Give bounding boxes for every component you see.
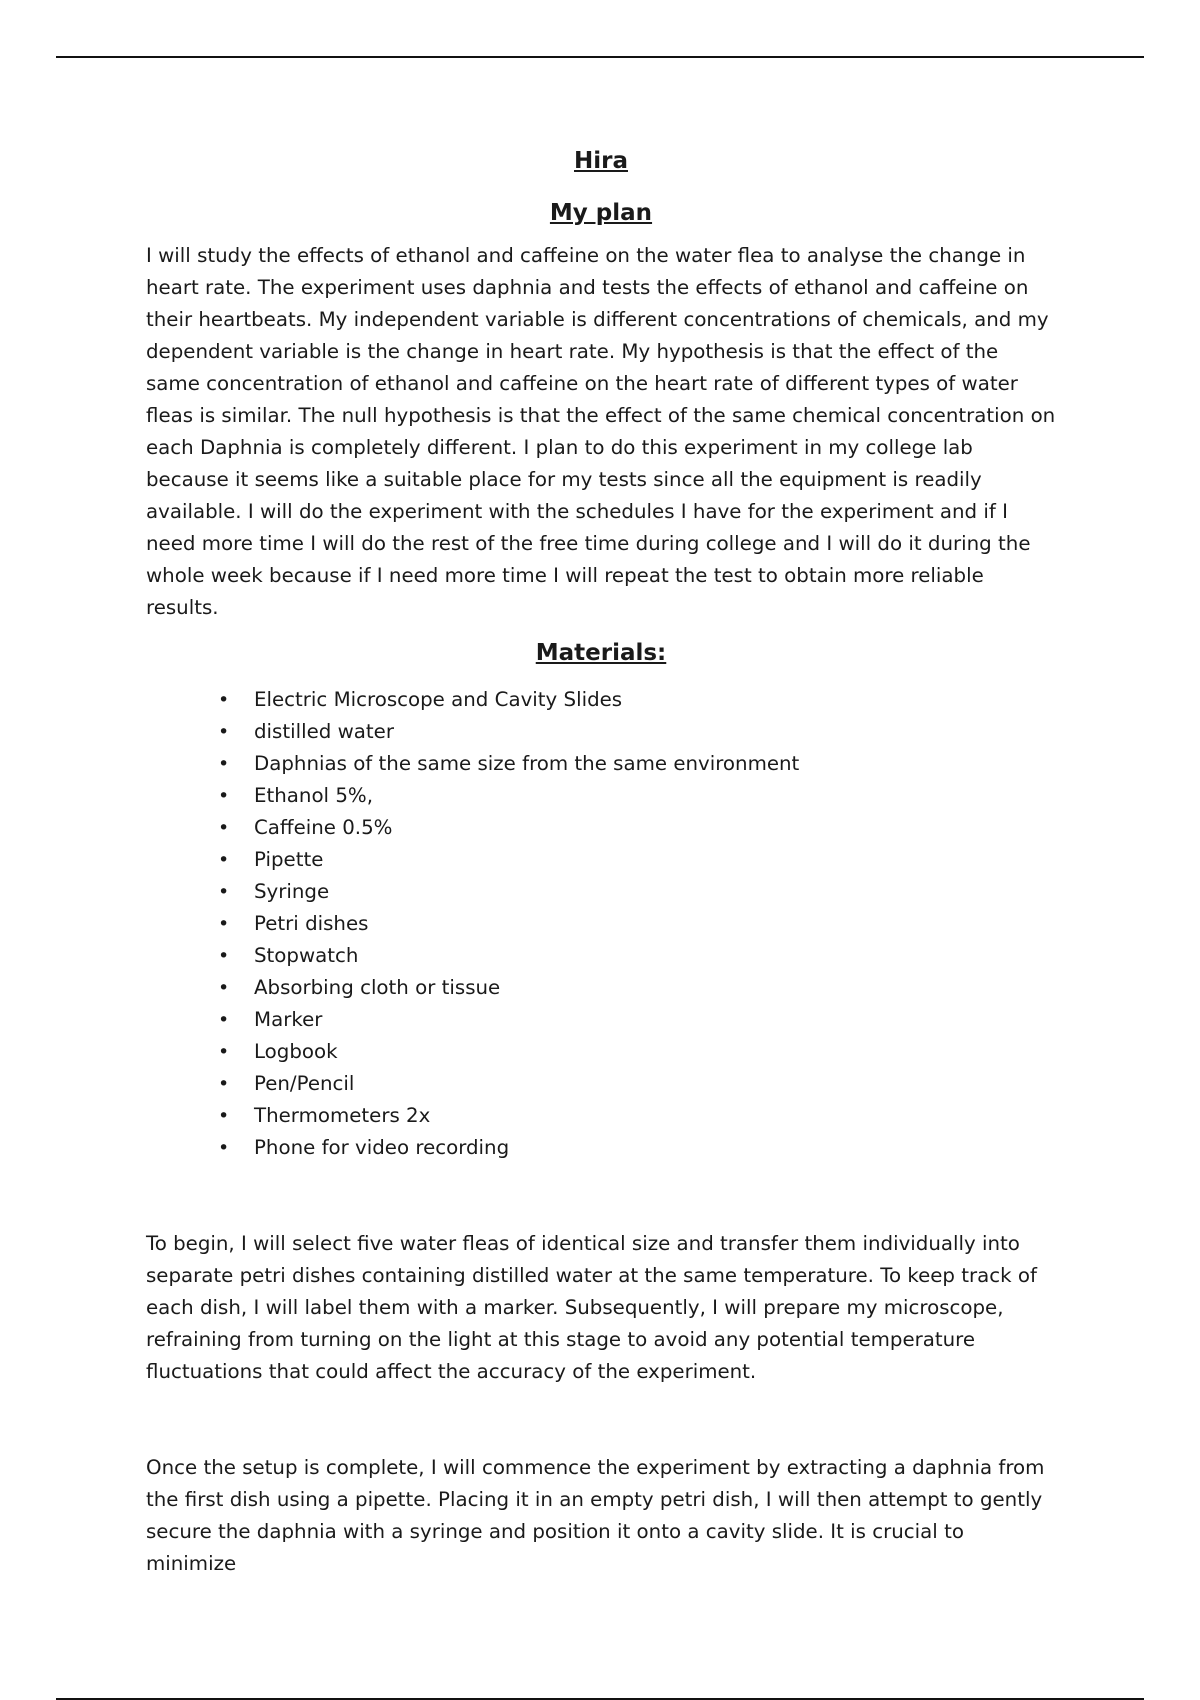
bullet-icon: • xyxy=(218,817,230,839)
bullet-icon: • xyxy=(218,1105,230,1127)
bullet-icon: • xyxy=(218,913,230,935)
list-item xyxy=(218,844,1056,876)
list-item xyxy=(218,940,1056,972)
bullet-icon: • xyxy=(218,977,230,999)
procedure-paragraph-2: Once the setup is complete, I will commence the experiment by extracting a daphnia from the first dish using a pipette. Placing it in an empty petri dish, I will then attempt to gently secure the daphnia with a syringe and position it onto a cavity slide. It is crucial to minimize xyxy=(146,1456,1045,1575)
list-item xyxy=(218,908,1056,940)
bullet-icon: • xyxy=(218,753,230,775)
bullet-icon: • xyxy=(218,785,230,807)
material-label: Phone for video recording xyxy=(254,1136,510,1159)
list-item xyxy=(218,1132,1056,1164)
intro-paragraph: I will study the effects of ethanol and caffeine on the water flea to analyse the change in heart rate. The experiment uses daphnia and tests the effects of ethanol and caffeine on their heartbeats. My independent variable is different concentrations of chemicals, and my dependent variable is the change in heart rate. My hypothesis is that the effect of the same concentration of ethanol and caffeine on the heart rate of different types of water fleas is similar. The null hypothesis is that the effect of the same chemical concentration on each Daphnia is completely different. I plan to do this experiment in my college lab because it seems like a suitable place for my tests since all the equipment is readily available. I will do the experiment with the schedules I have for the experiment and if I need more time I will do the rest of the free time during college and I will do it during the whole week because if I need more time I will repeat the test to obtain more reliable results. xyxy=(146,244,1056,619)
list-item xyxy=(218,1004,1056,1036)
name-heading: Hira xyxy=(574,148,628,174)
material-label: Stopwatch xyxy=(254,944,359,967)
bullet-icon: • xyxy=(218,881,230,903)
materials-list xyxy=(146,684,1056,1164)
material-label: Petri dishes xyxy=(254,912,369,935)
material-label: Logbook xyxy=(254,1040,338,1063)
material-label: Caffeine 0.5% xyxy=(254,816,393,839)
list-item xyxy=(218,716,1056,748)
bullet-icon: • xyxy=(218,849,230,871)
material-label: Pen/Pencil xyxy=(254,1072,355,1095)
bullet-icon: • xyxy=(218,1137,230,1159)
list-item xyxy=(218,780,1056,812)
bullet-icon: • xyxy=(218,1009,230,1031)
material-label: Daphnias of the same size from the same environment xyxy=(254,752,800,775)
materials-heading: Materials: xyxy=(535,640,667,666)
material-label: Marker xyxy=(254,1008,323,1031)
material-label: distilled water xyxy=(254,720,394,743)
document-body xyxy=(146,146,1056,1580)
bullet-icon: • xyxy=(218,689,230,711)
list-item xyxy=(218,684,1056,716)
procedure-paragraph-1: To begin, I will select five water fleas of identical size and transfer them individually into separate petri dishes containing distilled water at the same temperature. To keep track of each dish, I will label them with a marker. Subsequently, I will prepare my microscope, refraining from turning on the light at this stage to avoid any potential temperature fluctuations that could affect the accuracy of the experiment. xyxy=(146,1232,1037,1383)
bullet-icon: • xyxy=(218,1073,230,1095)
list-item xyxy=(218,1068,1056,1100)
list-item xyxy=(218,812,1056,844)
material-label: Pipette xyxy=(254,848,324,871)
page-top-rule xyxy=(56,56,1144,58)
list-item xyxy=(218,748,1056,780)
material-label: Ethanol 5%, xyxy=(254,784,374,807)
material-label: Syringe xyxy=(254,880,330,903)
material-label: Absorbing cloth or tissue xyxy=(254,976,501,999)
spacer xyxy=(146,1164,1056,1228)
plan-heading: My plan xyxy=(549,200,653,226)
list-item xyxy=(218,1100,1056,1132)
list-item xyxy=(218,876,1056,908)
material-label: Electric Microscope and Cavity Slides xyxy=(254,688,623,711)
spacer xyxy=(146,1388,1056,1452)
bullet-icon: • xyxy=(218,721,230,743)
material-label: Thermometers 2x xyxy=(254,1104,431,1127)
bullet-icon: • xyxy=(218,945,230,967)
bullet-icon: • xyxy=(218,1041,230,1063)
list-item xyxy=(218,1036,1056,1068)
list-item xyxy=(218,972,1056,1004)
